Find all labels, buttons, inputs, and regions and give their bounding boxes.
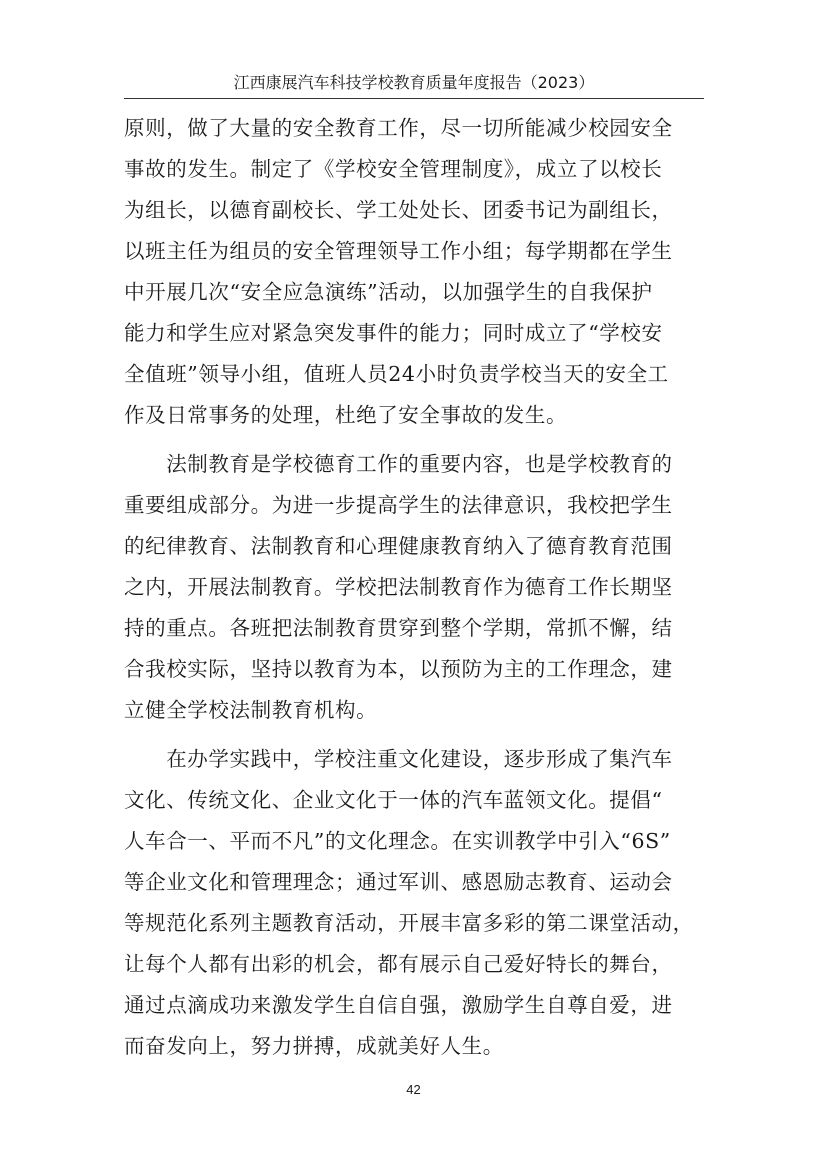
paragraph <box>124 444 704 731</box>
text-line: 立健全学校法制教育机构。 <box>124 698 378 722</box>
text-line: 而奋发向上，努力拼搏，成就美好人生。 <box>124 1034 504 1058</box>
text-line: 让每个人都有出彩的机会，都有展示自己爱好特长的舞台， <box>124 952 673 976</box>
text-line: 作及日常事务的处理，杜绝了安全事故的发生。 <box>124 403 568 427</box>
document-body <box>124 108 704 1067</box>
text-line: 人车合一、平而不凡”的文化理念。在实训教学中引入“6S” <box>124 829 671 853</box>
text-line: 能力和学生应对紧急突发事件的能力；同时成立了“学校安 <box>124 321 663 345</box>
header-rule <box>124 98 704 99</box>
text-line: 中开展几次“安全应急演练”活动，以加强学生的自我保护 <box>124 280 653 304</box>
paragraph-gap <box>124 731 704 739</box>
text-line: 之内，开展法制教育。学校把法制教育作为德育工作长期坚 <box>124 575 673 599</box>
text-line: 文化、传统文化、企业文化于一体的汽车蓝领文化。提倡“ <box>124 788 663 812</box>
text-line: 合我校实际，坚持以教育为本，以预防为主的工作理念，建 <box>124 657 673 681</box>
text-line: 在办学实践中，学校注重文化建设，逐步形成了集汽车 <box>124 747 673 771</box>
text-line: 事故的发生。制定了《学校安全管理制度》，成立了以校长 <box>124 157 663 181</box>
text-line: 为组长，以德育副校长、学工处处长、团委书记为副组长， <box>124 198 673 222</box>
text-line: 持的重点。各班把法制教育贯穿到整个学期，常抓不懈，结 <box>124 616 673 640</box>
text-line: 全值班”领导小组，值班人员24小时负责学校当天的安全工 <box>124 362 669 386</box>
text-line: 法制教育是学校德育工作的重要内容，也是学校教育的 <box>124 452 673 476</box>
page-number: 42 <box>406 1082 421 1097</box>
text-line: 等企业文化和管理理念；通过军训、感恩励志教育、运动会 <box>124 870 673 894</box>
text-line: 原则，做了大量的安全教育工作，尽一切所能减少校园安全 <box>124 116 673 140</box>
text-line: 等规范化系列主题教育活动，开展丰富多彩的第二课堂活动， <box>124 911 694 935</box>
text-line: 的纪律教育、法制教育和心理健康教育纳入了德育教育范围 <box>124 534 673 558</box>
paragraph-gap <box>124 436 704 444</box>
text-line: 重要组成部分。为进一步提高学生的法律意识，我校把学生 <box>124 493 673 517</box>
running-header: 江西康展汽车科技学校教育质量年度报告（2023） <box>233 73 595 92</box>
text-line: 以班主任为组员的安全管理领导工作小组；每学期都在学生 <box>124 239 673 263</box>
paragraph <box>124 108 704 436</box>
paragraph <box>124 739 704 1067</box>
text-line: 通过点滴成功来激发学生自信自强，激励学生自尊自爱，进 <box>124 993 673 1017</box>
